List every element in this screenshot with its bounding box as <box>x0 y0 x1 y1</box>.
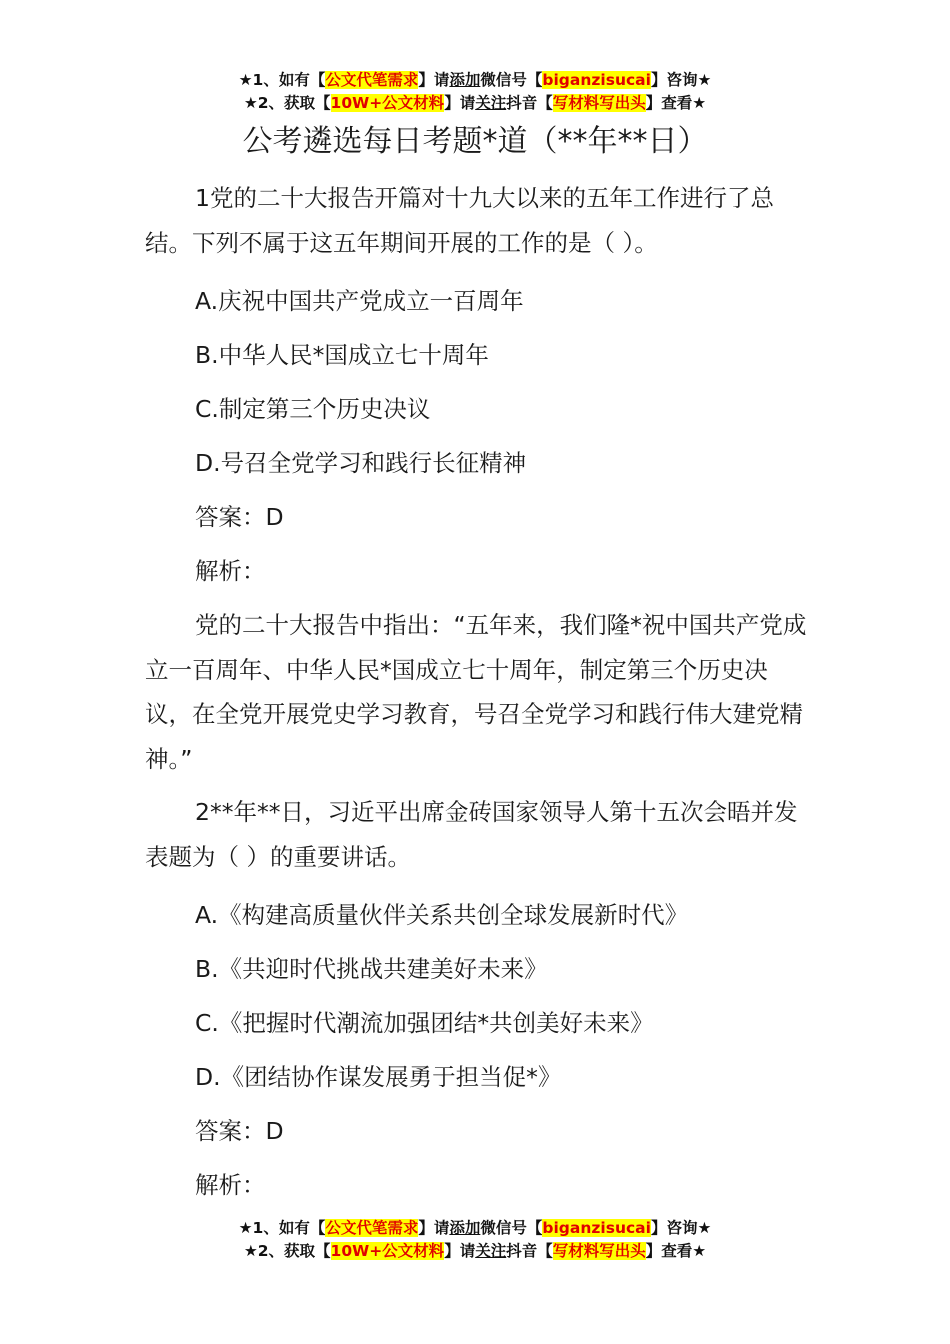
banner-text: 】咨询 <box>650 71 698 89</box>
banner-line-2 <box>0 1240 950 1263</box>
highlight-materials: 10W+公文材料 <box>330 94 445 112</box>
question-2-option-b: B.《共迎时代挑战共建美好未来》 <box>195 955 548 983</box>
star-icon: ★ <box>238 1219 253 1237</box>
question-2-option-c: C.《把握时代潮流加强团结*共创美好未来》 <box>195 1009 654 1037</box>
banner-line-1 <box>0 1217 950 1240</box>
question-2-option-d: D.《团结协作谋发展勇于担当促*》 <box>195 1063 562 1091</box>
question-2-analysis-label: 解析： <box>195 1171 266 1199</box>
star-icon: ★ <box>243 1242 258 1260</box>
question-1-stem: 1党的二十大报告开篇对十九大以来的五年工作进行了总结。下列不属于这五年期间开展的工作的是（ ）。 <box>145 184 774 257</box>
underlined-add: 添加 <box>449 71 481 89</box>
highlight-douyin-account: 写材料写出头 <box>552 1242 646 1260</box>
highlight-douyin-account: 写材料写出头 <box>552 94 646 112</box>
underlined-follow: 关注 <box>475 1242 507 1260</box>
highlight-wechat-id: biganzisucai <box>542 71 651 89</box>
star-icon: ★ <box>243 94 258 112</box>
banner-text: 抖音【 <box>506 94 553 112</box>
star-icon: ★ <box>697 71 712 89</box>
highlight-ghostwriting: 公文代笔需求 <box>325 1219 419 1237</box>
banner-text: 】请 <box>444 1242 476 1260</box>
question-1-analysis: 党的二十大报告中指出：“五年来，我们隆*祝中国共产党成立一百周年、中华人民*国成立七十周年，制定第三个历史决议，在全党开展党史学习教育，号召全党学习和践行伟大建党精神。” <box>145 611 807 773</box>
star-icon: ★ <box>697 1219 712 1237</box>
banner-line-1 <box>0 69 950 92</box>
footer-banner <box>0 1217 950 1263</box>
banner-text: 】请 <box>418 1219 450 1237</box>
underlined-follow: 关注 <box>475 94 507 112</box>
star-icon: ★ <box>238 71 253 89</box>
banner-text: 】请 <box>444 94 476 112</box>
underlined-add: 添加 <box>449 1219 481 1237</box>
banner-text: 2、获取【 <box>257 1242 331 1260</box>
question-1-analysis-label: 解析： <box>195 557 266 585</box>
page-title: 公考遴选每日考题*道（**年**日） <box>242 124 708 159</box>
star-icon: ★ <box>692 94 707 112</box>
question-2-option-a: A.《构建高质量伙伴关系共创全球发展新时代》 <box>195 901 689 929</box>
question-2-stem: 2**年**日，习近平出席金砖国家领导人第十五次会晤并发表题为（ ）的重要讲话。 <box>145 798 798 871</box>
question-1-option-a: A.庆祝中国共产党成立一百周年 <box>195 287 524 315</box>
header-banner <box>0 69 950 115</box>
question-1-option-b: B.中华人民*国成立七十周年 <box>195 341 489 369</box>
banner-text: 】查看 <box>645 1242 693 1260</box>
banner-text: 抖音【 <box>506 1242 553 1260</box>
banner-line-2 <box>0 92 950 115</box>
document-body <box>145 176 810 1212</box>
question-2-answer: 答案：D <box>195 1117 284 1145</box>
question-1-option-c: C.制定第三个历史决议 <box>195 395 431 423</box>
question-1-option-d: D.号召全党学习和践行长征精神 <box>195 449 527 477</box>
banner-text: 微信号【 <box>480 1219 543 1237</box>
star-icon: ★ <box>692 1242 707 1260</box>
banner-text: 微信号【 <box>480 71 543 89</box>
highlight-ghostwriting: 公文代笔需求 <box>325 71 419 89</box>
banner-text: 】查看 <box>645 94 693 112</box>
banner-text: 】请 <box>418 71 450 89</box>
question-1-answer: 答案：D <box>195 503 284 531</box>
banner-text: 1、如有【 <box>252 71 326 89</box>
banner-text: 】咨询 <box>650 1219 698 1237</box>
banner-text: 1、如有【 <box>252 1219 326 1237</box>
banner-text: 2、获取【 <box>257 94 331 112</box>
highlight-wechat-id: biganzisucai <box>542 1219 651 1237</box>
highlight-materials: 10W+公文材料 <box>330 1242 445 1260</box>
